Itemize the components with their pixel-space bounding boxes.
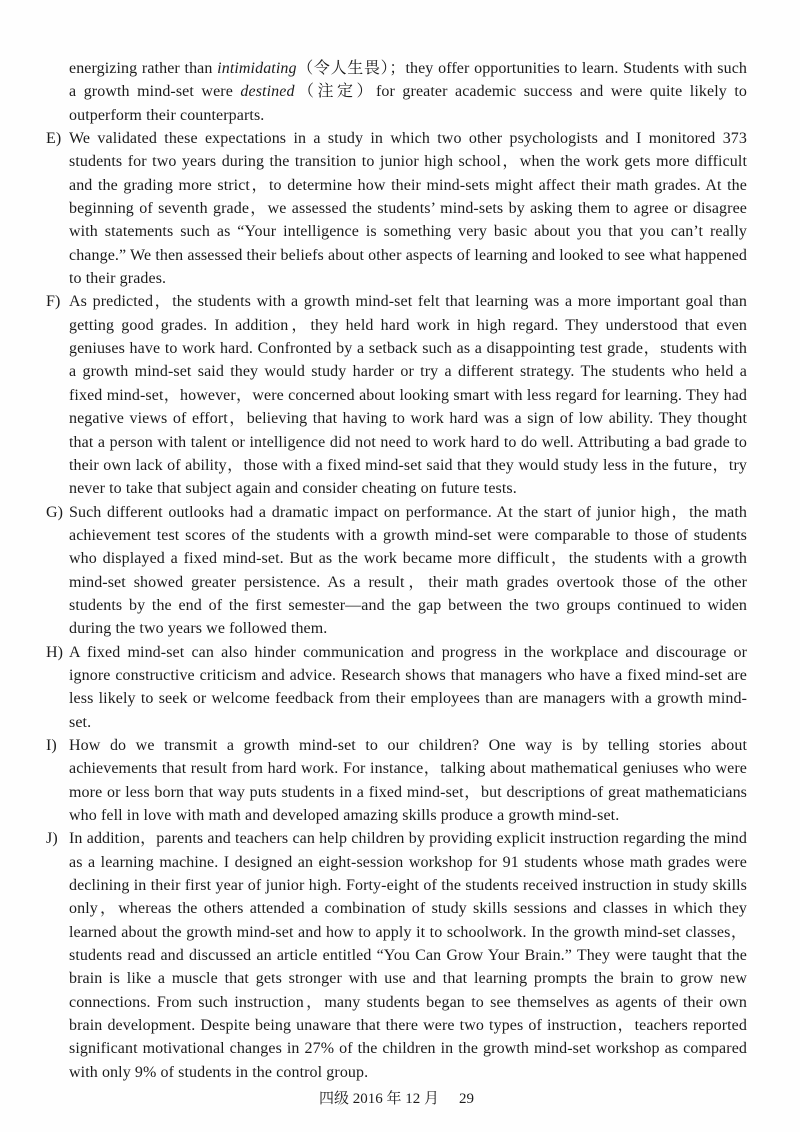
text-run: Such different outlooks had a dramatic impact on performance. At the start of junior high，the math achievement test scores of the students with a growth mind-set were comparable to those of students who displayed a fixed mind-set. But as the work became more difficult，the students with a growth mind-set showed greater persistence. As a result，their math grades overtook those of the other students by the end of the first semester—and the gap between the two groups continued to widen during the two years we followed them. xyxy=(69,503,747,638)
paragraph-label: G) xyxy=(46,503,64,521)
paragraph-text xyxy=(69,641,747,734)
text-run: （令人生畏）；they offer opportunities to learn. Students with such a growth mind-set were xyxy=(69,60,748,101)
paragraph xyxy=(46,641,747,734)
paragraph-text xyxy=(69,57,747,127)
paragraph xyxy=(46,501,747,641)
paragraph xyxy=(46,127,747,290)
text-run: We validated these expectations in a study in which two other psychologists and I monitored 373 students for two years during the transition to junior high school，when the work gets more difficult and the grading more strict，to determine how their mind-sets might affect their math grades. At the beginning of seventh grade，we assessed the students’ mind-sets by asking them to agree or disagree with statements such as “Your intelligence is something very basic about you that you can’t really change.” We then assessed their beliefs about other aspects of learning and looked to see what happened to their grades. xyxy=(69,130,747,288)
reading-passage xyxy=(46,57,747,1084)
text-run: As predicted，the students with a growth mind-set felt that learning was a more important goal than getting good grades. In addition，they held hard work in high regard. They understood that even geniuses have to work hard. Confronted by a setback such as a disappointing test grade，students with a growth mind-set said they would study harder or try a different strategy. The students who held a fixed mind-set，however，were concerned about looking smart with less regard for learning. They had negative views of effort，believing that having to work hard was a sign of low ability. They thought that a person with talent or intelligence did not need to work hard to do well. Attributing a bad grade to their own lack of ability，those with a fixed mind-set said that they would study less in the future，try never to take that subject again and consider cheating on future tests. xyxy=(69,293,747,498)
paragraph-text xyxy=(69,734,747,827)
paragraph xyxy=(46,827,747,1084)
text-run: A fixed mind-set can also hinder communication and progress in the workplace and discourage or ignore constructive criticism and advice. Research shows that managers who have a fixed mind-set are less likely to seek or welcome feedback from their employees than are managers with a growth mind-set. xyxy=(69,643,747,731)
paragraph-text xyxy=(69,501,747,641)
text-run: In addition，parents and teachers can help children by providing explicit instruction regarding the mind as a learning machine. I designed an eight-session workshop for 91 students whose math grades were declining in their first year of junior high. Forty-eight of the students received instruction in study skills only，whereas the others attended a combination of study skills sessions and classes in which they learned about the growth mind-set and how to apply it to schoolwork. In the growth mind-set classes，students read and discussed an article entitled “You Can Grow Your Brain.” They were taught that the brain is like a muscle that gets stronger with use and that learning prompts the brain to grow new connections. From such instruction，many students began to see themselves as agents of their own brain development. Despite being unaware that there were two types of instruction，teachers reported significant motivational changes in 27% of the children in the growth mind-set workshop as compared with only 9% of students in the control group. xyxy=(69,830,747,1081)
paragraph xyxy=(46,290,747,500)
paragraph-label: I) xyxy=(46,736,57,754)
italic-term: destined xyxy=(240,83,295,101)
text-run: How do we transmit a growth mind-set to our children? One way is by telling stories about achievements that result from hard work. For instance，talking about mathematical geniuses who were more or less born that way puts students in a fixed mind-set，but descriptions of great mathematicians who fell in love with math and developed amazing skills produce a growth mind-set. xyxy=(69,736,747,824)
paragraph-label xyxy=(46,57,69,127)
italic-term: intimidating xyxy=(217,60,297,77)
footer-exam-label: 四级 2016 年 12 月 xyxy=(318,1091,439,1108)
paragraph-label: J) xyxy=(46,830,58,848)
paragraph xyxy=(46,734,747,827)
footer-page-number: 29 xyxy=(459,1091,474,1108)
paragraph xyxy=(46,57,747,127)
text-run: （注定）for greater academic success and were quite likely to outperform their counterparts. xyxy=(69,83,747,124)
paragraph-label: E) xyxy=(46,130,62,148)
paragraph-label: F) xyxy=(46,293,61,311)
paragraph-text xyxy=(69,127,747,290)
text-run: energizing rather than xyxy=(69,60,218,77)
paragraph-text xyxy=(69,827,747,1084)
paragraph-text xyxy=(69,290,747,500)
paragraph-label: H) xyxy=(46,643,64,661)
page-footer xyxy=(46,1088,747,1110)
